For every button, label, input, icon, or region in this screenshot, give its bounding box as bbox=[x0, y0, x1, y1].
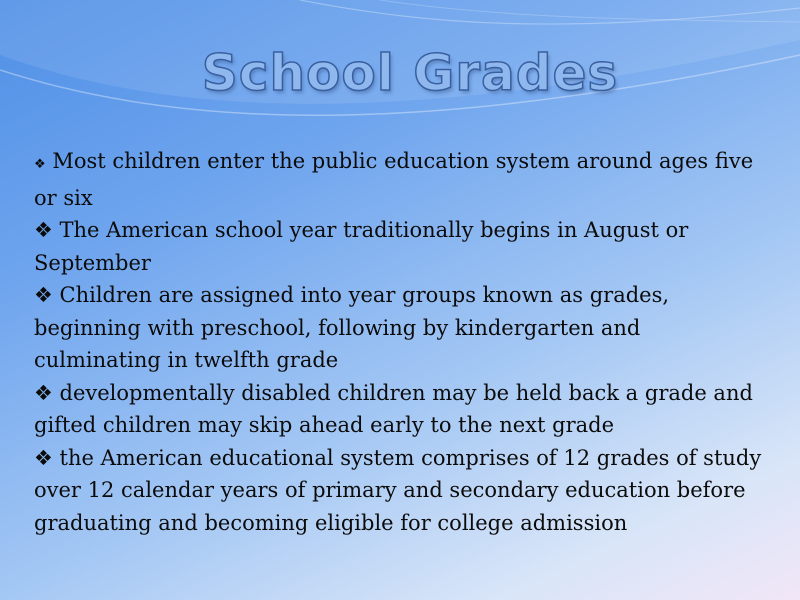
diamond-bullet-icon: ❖ bbox=[34, 157, 46, 172]
bullet-text: Most children enter the public education system around ages five or six bbox=[34, 149, 754, 210]
slide-title: School Grades bbox=[201, 44, 619, 102]
diamond-bullet-icon: ❖ bbox=[34, 283, 53, 307]
bullet-list bbox=[34, 145, 769, 539]
diamond-bullet-icon: ❖ bbox=[34, 380, 53, 405]
list-item bbox=[34, 145, 769, 214]
bullet-text: developmentally disabled children may be held back a grade and gifted children may skip ahead early to the next grade bbox=[34, 380, 753, 437]
list-item bbox=[34, 279, 769, 377]
bullet-text: the American educational system comprises of 12 grades of study over 12 calendar years of primary and secondary education before graduating and becoming eligible for college admission bbox=[34, 445, 762, 535]
bullet-text: Children are assigned into year groups known as grades, beginning with preschool, following by kindergarten and culminating in twelfth grade bbox=[34, 283, 670, 372]
bullet-text: The American school year traditionally begins in August or September bbox=[34, 218, 689, 275]
diamond-bullet-icon: ❖ bbox=[34, 445, 53, 470]
list-item bbox=[34, 214, 769, 279]
diamond-bullet-icon: ❖ bbox=[34, 218, 53, 242]
list-item bbox=[34, 442, 769, 540]
list-item bbox=[34, 377, 769, 442]
